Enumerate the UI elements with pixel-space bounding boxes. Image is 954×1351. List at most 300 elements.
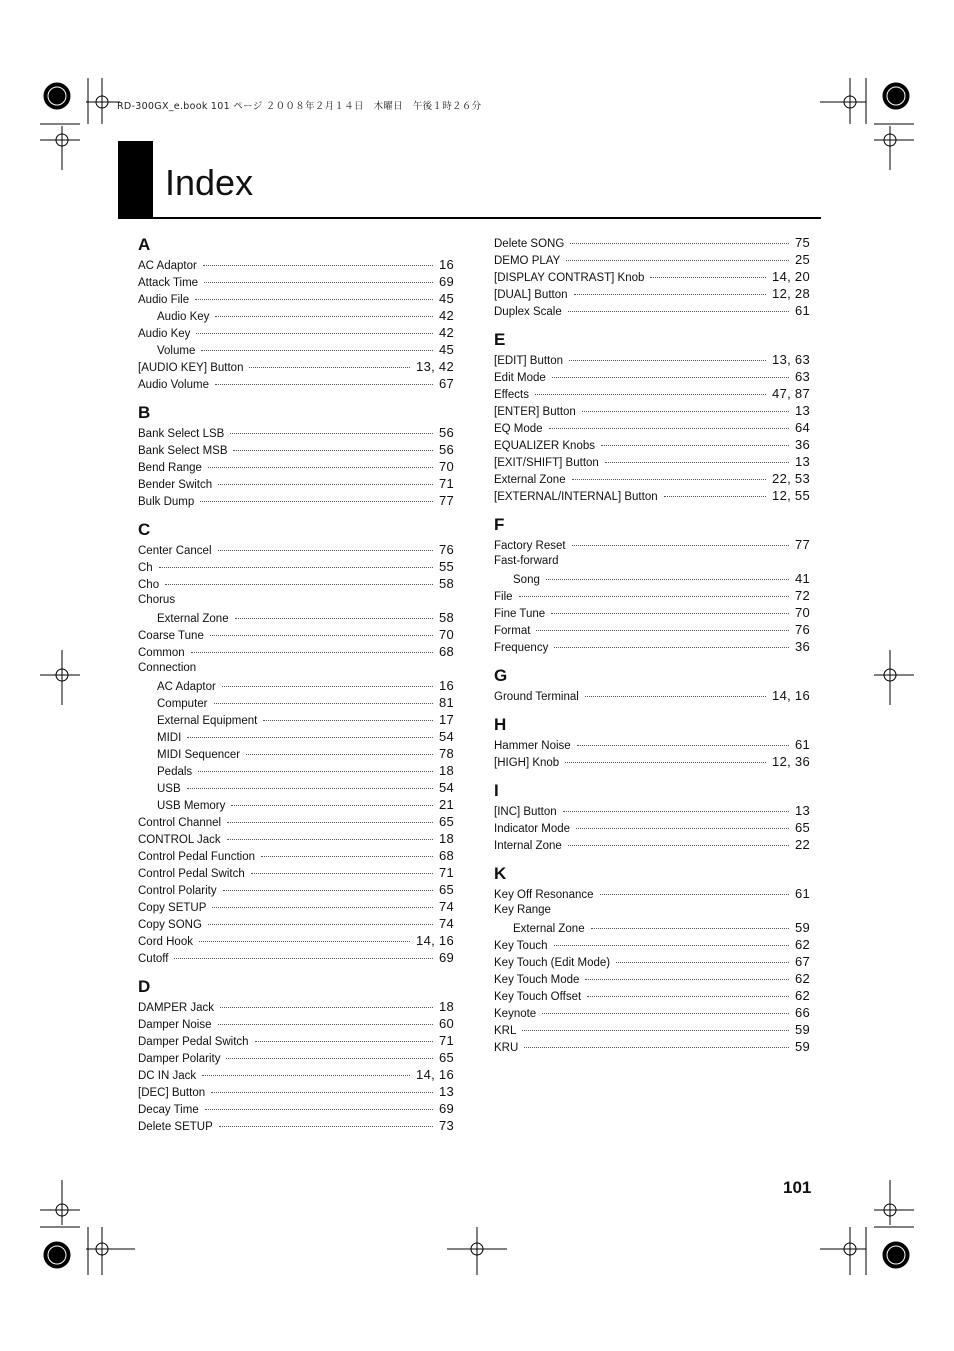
index-entry-label: [INC] Button bbox=[494, 806, 557, 818]
index-entry-label: [AUDIO KEY] Button bbox=[138, 362, 244, 374]
dot-leader bbox=[519, 596, 789, 597]
index-entry bbox=[494, 604, 810, 621]
index-entry-label: Edit Mode bbox=[494, 372, 546, 384]
index-entry bbox=[494, 1038, 810, 1055]
index-entry bbox=[138, 1015, 454, 1032]
index-entry bbox=[138, 932, 454, 949]
index-entry bbox=[138, 1049, 454, 1066]
index-subentry bbox=[138, 341, 454, 358]
index-entry-label: Fast-forward bbox=[494, 555, 559, 567]
index-entry-label: Audio Volume bbox=[138, 379, 209, 391]
index-entry bbox=[494, 302, 810, 319]
dot-leader bbox=[554, 647, 789, 648]
index-entry-pages: 12, 28 bbox=[772, 286, 810, 301]
dot-leader bbox=[159, 567, 433, 568]
index-entry-label: Computer bbox=[157, 698, 208, 710]
index-entry-pages: 59 bbox=[794, 1039, 810, 1054]
index-entry-pages: 59 bbox=[794, 1022, 810, 1037]
dot-leader bbox=[546, 579, 789, 580]
index-entry-pages: 69 bbox=[438, 274, 454, 289]
index-entry-pages: 13 bbox=[794, 803, 810, 818]
index-entry-pages: 62 bbox=[794, 937, 810, 952]
index-entry-pages: 22 bbox=[794, 837, 810, 852]
index-entry bbox=[138, 290, 454, 307]
index-entry-pages: 16 bbox=[438, 678, 454, 693]
dot-leader bbox=[522, 1030, 789, 1031]
index-subentry bbox=[138, 711, 454, 728]
index-entry bbox=[138, 424, 454, 441]
index-entry-pages: 55 bbox=[438, 559, 454, 574]
index-entry-label: Delete SETUP bbox=[138, 1121, 213, 1133]
dot-leader bbox=[600, 894, 789, 895]
index-entry bbox=[494, 487, 810, 504]
index-section-letter: I bbox=[494, 781, 499, 800]
index-entry bbox=[138, 1083, 454, 1100]
index-entry-pages: 77 bbox=[438, 493, 454, 508]
index-entry-pages: 13 bbox=[438, 1084, 454, 1099]
index-entry-pages: 81 bbox=[438, 695, 454, 710]
index-entry bbox=[494, 902, 810, 919]
dot-leader bbox=[572, 479, 766, 480]
index-entry-label: Copy SONG bbox=[138, 919, 202, 931]
index-entry-label: External Zone bbox=[157, 613, 229, 625]
index-entry-pages: 21 bbox=[438, 797, 454, 812]
index-entry-pages: 14, 16 bbox=[772, 688, 810, 703]
index-entry-label: AC Adaptor bbox=[157, 681, 216, 693]
index-entry bbox=[494, 587, 810, 604]
index-section-letter: K bbox=[494, 864, 507, 883]
index-entry-pages: 18 bbox=[438, 831, 454, 846]
index-entry-pages: 13 bbox=[794, 403, 810, 418]
title-rule bbox=[118, 217, 821, 219]
index-entry-label: Damper Polarity bbox=[138, 1053, 221, 1065]
index-entry bbox=[138, 847, 454, 864]
dot-leader bbox=[551, 613, 789, 614]
index-entry-label: Damper Pedal Switch bbox=[138, 1036, 249, 1048]
dot-leader bbox=[549, 428, 789, 429]
index-entry-pages: 58 bbox=[438, 610, 454, 625]
index-entry bbox=[138, 864, 454, 881]
index-entry-pages: 71 bbox=[438, 476, 454, 491]
index-entry-pages: 12, 36 bbox=[772, 754, 810, 769]
index-entry-pages: 66 bbox=[794, 1005, 810, 1020]
index-entry bbox=[494, 268, 810, 285]
index-entry-label: Key Touch Mode bbox=[494, 974, 580, 986]
dot-leader bbox=[195, 299, 433, 300]
dot-leader bbox=[569, 360, 766, 361]
index-entry-pages: 67 bbox=[794, 954, 810, 969]
index-entry-pages: 56 bbox=[438, 442, 454, 457]
dot-leader bbox=[223, 890, 433, 891]
index-entry-pages: 61 bbox=[794, 886, 810, 901]
index-entry-pages: 18 bbox=[438, 763, 454, 778]
dot-leader bbox=[219, 1126, 433, 1127]
index-entry bbox=[494, 1004, 810, 1021]
index-entry-pages: 45 bbox=[438, 342, 454, 357]
index-entry bbox=[494, 351, 810, 368]
index-entry-label: Connection bbox=[138, 662, 197, 674]
dot-leader bbox=[227, 839, 433, 840]
index-entry-label: Delete SONG bbox=[494, 238, 565, 250]
index-entry bbox=[494, 436, 810, 453]
index-entry-pages: 64 bbox=[794, 420, 810, 435]
dot-leader bbox=[218, 1024, 433, 1025]
dot-leader bbox=[563, 811, 789, 812]
index-entry-label: CONTROL Jack bbox=[138, 834, 221, 846]
index-entry bbox=[138, 558, 454, 575]
index-entry-pages: 63 bbox=[794, 369, 810, 384]
index-subentry bbox=[138, 762, 454, 779]
index-entry-pages: 70 bbox=[438, 459, 454, 474]
index-entry-pages: 69 bbox=[438, 1101, 454, 1116]
dot-leader bbox=[650, 277, 766, 278]
index-entry-label: File bbox=[494, 591, 513, 603]
index-entry-label: Attack Time bbox=[138, 277, 199, 289]
index-entry-pages: 72 bbox=[794, 588, 810, 603]
index-entry bbox=[138, 441, 454, 458]
index-entry-label: Key Range bbox=[494, 904, 551, 916]
dot-leader bbox=[205, 1109, 433, 1110]
index-entry bbox=[138, 881, 454, 898]
index-entry bbox=[494, 687, 810, 704]
index-section-letter: E bbox=[494, 330, 506, 349]
index-entry-label: MIDI bbox=[157, 732, 182, 744]
index-entry-label: Key Off Resonance bbox=[494, 889, 594, 901]
index-entry-label: Audio File bbox=[138, 294, 190, 306]
index-entry bbox=[138, 898, 454, 915]
index-entry-label: Ch bbox=[138, 562, 153, 574]
dot-leader bbox=[570, 243, 789, 244]
dot-leader bbox=[568, 311, 789, 312]
index-entry-label: Coarse Tune bbox=[138, 630, 204, 642]
index-entry-pages: 65 bbox=[438, 814, 454, 829]
index-entry bbox=[494, 385, 810, 402]
index-entry-pages: 70 bbox=[438, 627, 454, 642]
index-entry-pages: 47, 87 bbox=[772, 386, 810, 401]
index-subentry bbox=[494, 570, 810, 587]
dot-leader bbox=[261, 856, 433, 857]
dot-leader bbox=[165, 584, 433, 585]
dot-leader bbox=[585, 979, 788, 980]
dot-leader bbox=[208, 924, 433, 925]
index-entry-label: Decay Time bbox=[138, 1104, 199, 1116]
dot-leader bbox=[587, 996, 789, 997]
index-entry bbox=[138, 949, 454, 966]
index-entry-label: Bank Select LSB bbox=[138, 428, 225, 440]
dot-leader bbox=[536, 630, 789, 631]
index-section-letter: F bbox=[494, 515, 505, 534]
index-section-letter: B bbox=[138, 403, 151, 422]
index-column-right bbox=[494, 234, 810, 1055]
index-entry bbox=[494, 836, 810, 853]
index-entry-label: Control Polarity bbox=[138, 885, 217, 897]
index-entry bbox=[138, 915, 454, 932]
index-entry-label: Center Cancel bbox=[138, 545, 212, 557]
dot-leader bbox=[235, 618, 433, 619]
index-entry bbox=[494, 736, 810, 753]
index-entry-pages: 14, 16 bbox=[416, 1067, 454, 1082]
index-entry-label: Keynote bbox=[494, 1008, 537, 1020]
dot-leader bbox=[601, 445, 789, 446]
index-entry-pages: 42 bbox=[438, 308, 454, 323]
index-subentry bbox=[138, 796, 454, 813]
dot-leader bbox=[249, 367, 410, 368]
index-entry-label: Cutoff bbox=[138, 953, 169, 965]
index-entry-label: EQ Mode bbox=[494, 423, 543, 435]
dot-leader bbox=[542, 1013, 789, 1014]
index-subentry bbox=[138, 694, 454, 711]
index-entry bbox=[138, 643, 454, 660]
index-entry-pages: 59 bbox=[794, 920, 810, 935]
index-entry-label: KRU bbox=[494, 1042, 519, 1054]
index-section-letter: C bbox=[138, 520, 151, 539]
index-entry bbox=[138, 830, 454, 847]
dot-leader bbox=[577, 745, 789, 746]
index-entry-label: [DUAL] Button bbox=[494, 289, 568, 301]
index-entry bbox=[138, 273, 454, 290]
index-entry bbox=[494, 970, 810, 987]
index-entry-label: AC Adaptor bbox=[138, 260, 197, 272]
dot-leader bbox=[187, 788, 433, 789]
index-entry-label: MIDI Sequencer bbox=[157, 749, 241, 761]
dot-leader bbox=[251, 873, 433, 874]
dot-leader bbox=[201, 350, 433, 351]
index-entry-label: Common bbox=[138, 647, 185, 659]
index-section-letter: H bbox=[494, 715, 507, 734]
index-entry-pages: 58 bbox=[438, 576, 454, 591]
index-entry-pages: 75 bbox=[794, 235, 810, 250]
index-entry-label: [EXIT/SHIFT] Button bbox=[494, 457, 599, 469]
index-entry-pages: 41 bbox=[794, 571, 810, 586]
index-entry-label: External Equipment bbox=[157, 715, 258, 727]
dot-leader bbox=[198, 771, 433, 772]
index-entry bbox=[494, 885, 810, 902]
index-entry-label: Indicator Mode bbox=[494, 823, 571, 835]
dot-leader bbox=[566, 260, 789, 261]
index-entry bbox=[494, 402, 810, 419]
index-entry-label: Audio Key bbox=[138, 328, 191, 340]
dot-leader bbox=[202, 1075, 410, 1076]
index-entry-label: Bend Range bbox=[138, 462, 202, 474]
index-entry bbox=[494, 251, 810, 268]
page-title: Index bbox=[165, 162, 254, 203]
index-entry-pages: 60 bbox=[438, 1016, 454, 1031]
dot-leader bbox=[208, 467, 433, 468]
page-number: 101 bbox=[783, 1178, 812, 1197]
dot-leader bbox=[199, 941, 410, 942]
index-entry bbox=[494, 953, 810, 970]
index-entry-pages: 13, 63 bbox=[772, 352, 810, 367]
index-entry-label: Effects bbox=[494, 389, 529, 401]
dot-leader bbox=[255, 1041, 433, 1042]
index-entry bbox=[138, 492, 454, 509]
index-entry-label: Audio Key bbox=[157, 311, 210, 323]
index-entry-label: Control Channel bbox=[138, 817, 222, 829]
dot-leader bbox=[664, 496, 766, 497]
dot-leader bbox=[552, 377, 789, 378]
index-entry-pages: 69 bbox=[438, 950, 454, 965]
dot-leader bbox=[582, 411, 789, 412]
index-entry-label: Ground Terminal bbox=[494, 691, 579, 703]
index-entry bbox=[138, 998, 454, 1015]
dot-leader bbox=[591, 928, 789, 929]
index-entry-label: Factory Reset bbox=[494, 540, 566, 552]
dot-leader bbox=[214, 703, 433, 704]
dot-leader bbox=[187, 737, 433, 738]
dot-leader bbox=[200, 501, 433, 502]
dot-leader bbox=[210, 635, 433, 636]
index-entry bbox=[138, 1100, 454, 1117]
dot-leader bbox=[535, 394, 766, 395]
index-entry bbox=[138, 1117, 454, 1134]
index-entry-label: Key Touch bbox=[494, 940, 548, 952]
index-subentry bbox=[138, 677, 454, 694]
index-entry bbox=[494, 419, 810, 436]
index-entry bbox=[138, 1066, 454, 1083]
index-entry-pages: 78 bbox=[438, 746, 454, 761]
index-entry-label: Key Touch (Edit Mode) bbox=[494, 957, 611, 969]
index-entry-label: Control Pedal Switch bbox=[138, 868, 245, 880]
index-entry bbox=[494, 553, 810, 570]
index-entry-label: EQUALIZER Knobs bbox=[494, 440, 595, 452]
index-entry-pages: 76 bbox=[794, 622, 810, 637]
index-entry-pages: 25 bbox=[794, 252, 810, 267]
index-entry-pages: 68 bbox=[438, 644, 454, 659]
index-entry-pages: 68 bbox=[438, 848, 454, 863]
index-entry-label: [EXTERNAL/INTERNAL] Button bbox=[494, 491, 658, 503]
dot-leader bbox=[233, 450, 432, 451]
index-entry-pages: 13 bbox=[794, 454, 810, 469]
index-entry bbox=[494, 536, 810, 553]
index-entry-pages: 18 bbox=[438, 999, 454, 1014]
dot-leader bbox=[191, 652, 433, 653]
dot-leader bbox=[565, 762, 766, 763]
index-entry-pages: 71 bbox=[438, 865, 454, 880]
index-entry-label: DEMO PLAY bbox=[494, 255, 561, 267]
index-entry-pages: 76 bbox=[438, 542, 454, 557]
index-entry bbox=[138, 813, 454, 830]
index-entry-label: Bank Select MSB bbox=[138, 445, 228, 457]
index-entry-pages: 65 bbox=[438, 882, 454, 897]
index-subentry bbox=[138, 307, 454, 324]
index-entry bbox=[494, 285, 810, 302]
index-entry bbox=[494, 638, 810, 655]
index-entry bbox=[494, 753, 810, 770]
index-entry-label: Bulk Dump bbox=[138, 496, 195, 508]
index-entry bbox=[138, 375, 454, 392]
index-entry-label: [ENTER] Button bbox=[494, 406, 576, 418]
index-entry-pages: 62 bbox=[794, 988, 810, 1003]
index-entry-pages: 65 bbox=[794, 820, 810, 835]
index-entry-pages: 61 bbox=[794, 737, 810, 752]
index-subentry bbox=[494, 919, 810, 936]
index-entry bbox=[138, 256, 454, 273]
index-subentry bbox=[138, 728, 454, 745]
index-entry-pages: 36 bbox=[794, 437, 810, 452]
index-entry-pages: 74 bbox=[438, 916, 454, 931]
index-entry-label: Pedals bbox=[157, 766, 193, 778]
dot-leader bbox=[212, 907, 433, 908]
index-entry-label: Volume bbox=[157, 345, 196, 357]
index-entry bbox=[494, 802, 810, 819]
index-subentry bbox=[138, 745, 454, 762]
index-section-letter: D bbox=[138, 977, 151, 996]
index-entry-pages: 17 bbox=[438, 712, 454, 727]
index-entry-label: External Zone bbox=[494, 474, 566, 486]
index-entry-pages: 77 bbox=[794, 537, 810, 552]
index-entry-pages: 71 bbox=[438, 1033, 454, 1048]
dot-leader bbox=[574, 294, 767, 295]
index-entry-label: Key Touch Offset bbox=[494, 991, 582, 1003]
dot-leader bbox=[231, 805, 433, 806]
index-entry-label: USB Memory bbox=[157, 800, 226, 812]
index-entry bbox=[494, 936, 810, 953]
index-entry-label: [EDIT] Button bbox=[494, 355, 564, 367]
index-entry-pages: 16 bbox=[438, 257, 454, 272]
index-entry bbox=[138, 1032, 454, 1049]
index-entry-label: External Zone bbox=[513, 923, 585, 935]
index-entry bbox=[494, 470, 810, 487]
index-entry bbox=[494, 234, 810, 251]
index-entry bbox=[138, 324, 454, 341]
index-entry-pages: 12, 55 bbox=[772, 488, 810, 503]
index-entry bbox=[494, 621, 810, 638]
index-entry bbox=[494, 1021, 810, 1038]
index-entry-pages: 22, 53 bbox=[772, 471, 810, 486]
index-entry-pages: 14, 16 bbox=[416, 933, 454, 948]
index-entry-label: Internal Zone bbox=[494, 840, 562, 852]
index-entry-label: Format bbox=[494, 625, 531, 637]
index-entry-label: Duplex Scale bbox=[494, 306, 562, 318]
index-entry-label: Damper Noise bbox=[138, 1019, 212, 1031]
dot-leader bbox=[218, 484, 433, 485]
index-entry-pages: 67 bbox=[438, 376, 454, 391]
index-entry-pages: 54 bbox=[438, 780, 454, 795]
index-entry-label: Hammer Noise bbox=[494, 740, 571, 752]
dot-leader bbox=[204, 282, 433, 283]
index-entry-label: Control Pedal Function bbox=[138, 851, 255, 863]
index-entry-label: Cho bbox=[138, 579, 160, 591]
index-entry-label: KRL bbox=[494, 1025, 517, 1037]
dot-leader bbox=[524, 1047, 789, 1048]
index-entry-pages: 36 bbox=[794, 639, 810, 654]
index-entry-label: DC IN Jack bbox=[138, 1070, 197, 1082]
index-entry-pages: 61 bbox=[794, 303, 810, 318]
index-entry-pages: 54 bbox=[438, 729, 454, 744]
index-section-letter: A bbox=[138, 235, 151, 254]
dot-leader bbox=[215, 316, 433, 317]
dot-leader bbox=[246, 754, 433, 755]
index-entry bbox=[138, 358, 454, 375]
index-entry-label: Frequency bbox=[494, 642, 549, 654]
index-entry-pages: 70 bbox=[794, 605, 810, 620]
index-subentry bbox=[138, 609, 454, 626]
dot-leader bbox=[572, 545, 789, 546]
index-column-left bbox=[138, 234, 454, 1134]
dot-leader bbox=[263, 720, 433, 721]
dot-leader bbox=[203, 265, 433, 266]
index-entry-pages: 74 bbox=[438, 899, 454, 914]
index-entry-label: Copy SETUP bbox=[138, 902, 207, 914]
index-subentry bbox=[138, 779, 454, 796]
index-entry-label: [HIGH] Knob bbox=[494, 757, 560, 769]
dot-leader bbox=[222, 686, 433, 687]
index-entry-label: DAMPER Jack bbox=[138, 1002, 215, 1014]
dot-leader bbox=[554, 945, 789, 946]
index-entry-label: [DISPLAY CONTRAST] Knob bbox=[494, 272, 645, 284]
dot-leader bbox=[220, 1007, 433, 1008]
index-entry-pages: 45 bbox=[438, 291, 454, 306]
